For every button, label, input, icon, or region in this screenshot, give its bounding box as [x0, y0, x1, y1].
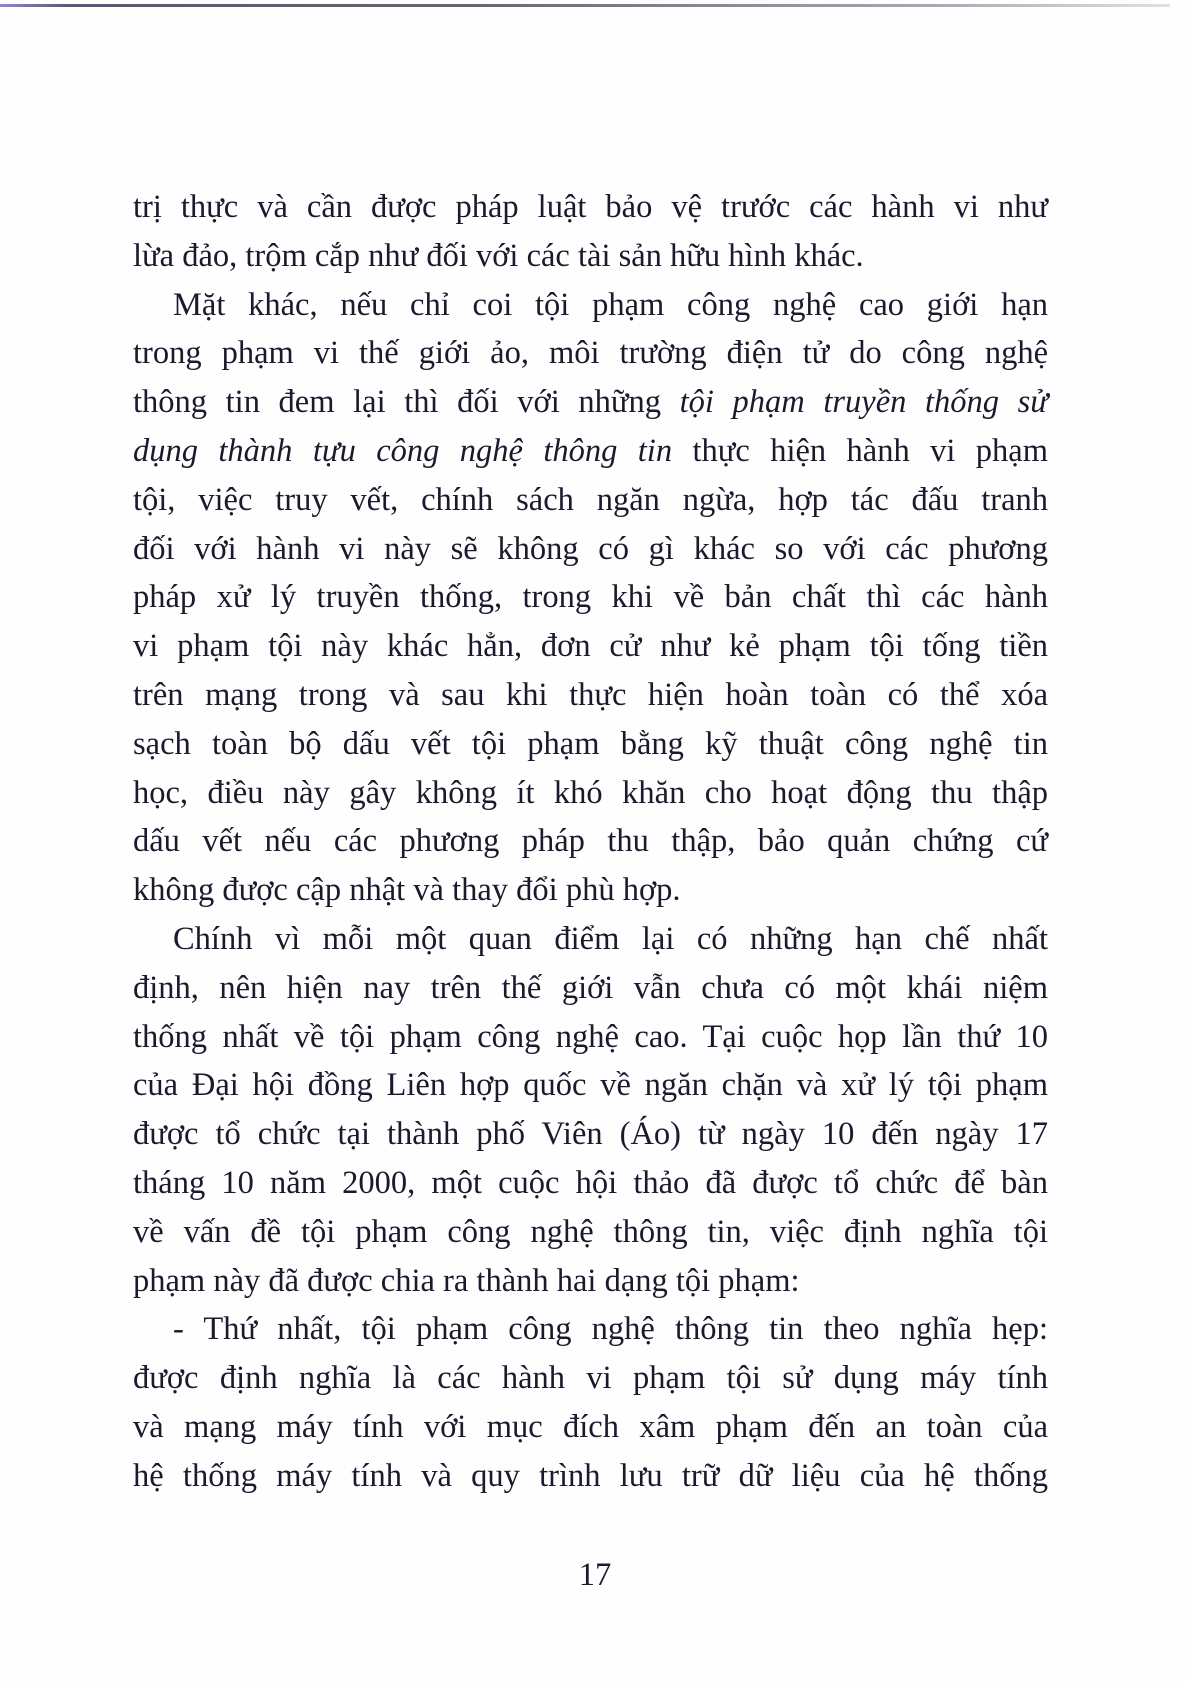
- paragraph: [133, 281, 1048, 915]
- text-line: [133, 427, 1048, 476]
- page-number: 17: [578, 1557, 612, 1593]
- paragraph: [133, 183, 1048, 281]
- text-segment: - Thứ nhất, tội phạm công nghệ thông tin theo nghĩa hẹp:: [173, 1311, 1048, 1348]
- text-line: [133, 281, 1048, 330]
- scan-top-edge: [0, 4, 1170, 7]
- italic-text: dụng thành tựu công nghệ thông tin: [133, 432, 673, 469]
- text-segment: trong phạm vi thế giới ảo, môi trường điện tử do công nghệ: [133, 335, 1048, 372]
- text-line: [133, 671, 1048, 720]
- text-segment: dấu vết nếu các phương pháp thu thập, bảo quản chứng cứ: [133, 823, 1048, 860]
- text-line: [133, 915, 1048, 964]
- text-segment: trên mạng trong và sau khi thực hiện hoàn toàn có thể xóa: [133, 676, 1048, 713]
- page-body: [133, 183, 1048, 1501]
- text-segment: được tổ chức tại thành phố Viên (Áo) từ ngày 10 đến ngày 17: [133, 1116, 1048, 1153]
- text-line: [133, 1257, 1048, 1306]
- text-line: [133, 476, 1048, 525]
- text-line: [133, 1452, 1048, 1501]
- text-line: [133, 525, 1048, 574]
- paragraph: [133, 1305, 1048, 1500]
- text-segment: vi phạm tội này khác hẳn, đơn cử như kẻ phạm tội tống tiền: [133, 628, 1048, 665]
- text-segment: thông tin đem lại thì đối với những: [133, 384, 680, 421]
- text-line: [133, 1110, 1048, 1159]
- text-line: [133, 622, 1048, 671]
- text-line: [133, 1061, 1048, 1110]
- text-segment: của Đại hội đồng Liên hợp quốc về ngăn chặn và xử lý tội phạm: [133, 1067, 1048, 1104]
- text-segment: thống nhất về tội phạm công nghệ cao. Tại cuộc họp lần thứ 10: [133, 1018, 1048, 1055]
- text-segment: đối với hành vi này sẽ không có gì khác so với các phương: [133, 530, 1048, 567]
- text-line: [133, 866, 1048, 915]
- paragraph: [133, 915, 1048, 1305]
- text-segment: hệ thống máy tính và quy trình lưu trữ dữ liệu của hệ thống: [133, 1457, 1048, 1494]
- italic-text: tội phạm truyền thống sử: [679, 384, 1048, 421]
- text-segment: về vấn đề tội phạm công nghệ thông tin, việc định nghĩa tội: [133, 1213, 1048, 1250]
- text-segment: phạm này đã được chia ra thành hai dạng tội phạm:: [133, 1262, 800, 1299]
- text-line: [133, 1159, 1048, 1208]
- text-line: [133, 1354, 1048, 1403]
- text-line: [133, 964, 1048, 1013]
- text-segment: học, điều này gây không ít khó khăn cho hoạt động thu thập: [133, 774, 1048, 811]
- text-segment: lừa đảo, trộm cắp như đối với các tài sản hữu hình khác.: [133, 237, 864, 274]
- text-line: [133, 378, 1048, 427]
- text-line: [133, 329, 1048, 378]
- text-segment: pháp xử lý truyền thống, trong khi về bản chất thì các hành: [133, 579, 1048, 616]
- text-segment: không được cập nhật và thay đổi phù hợp.: [133, 872, 681, 909]
- text-line: [133, 817, 1048, 866]
- text-segment: định, nên hiện nay trên thế giới vẫn chưa có một khái niệm: [133, 969, 1048, 1006]
- text-line: [133, 1305, 1048, 1354]
- text-line: [133, 1403, 1048, 1452]
- text-segment: và mạng máy tính với mục đích xâm phạm đến an toàn của: [133, 1408, 1048, 1445]
- text-segment: tội, việc truy vết, chính sách ngăn ngừa, hợp tác đấu tranh: [133, 481, 1048, 518]
- text-segment: được định nghĩa là các hành vi phạm tội sử dụng máy tính: [133, 1360, 1048, 1397]
- text-line: [133, 720, 1048, 769]
- text-line: [133, 232, 1048, 281]
- text-line: [133, 1208, 1048, 1257]
- text-segment: tháng 10 năm 2000, một cuộc hội thảo đã được tổ chức để bàn: [133, 1164, 1048, 1201]
- text-segment: Mặt khác, nếu chỉ coi tội phạm công nghệ cao giới hạn: [173, 286, 1048, 323]
- text-segment: thực hiện hành vi phạm: [672, 432, 1048, 469]
- text-line: [133, 573, 1048, 622]
- text-segment: sạch toàn bộ dấu vết tội phạm bằng kỹ thuật công nghệ tin: [133, 725, 1048, 762]
- text-segment: trị thực và cần được pháp luật bảo vệ trước các hành vi như: [133, 189, 1048, 225]
- text-segment: Chính vì mỗi một quan điểm lại có những hạn chế nhất: [173, 920, 1048, 957]
- text-line: [133, 769, 1048, 818]
- text-line: [133, 183, 1048, 232]
- text-line: [133, 1013, 1048, 1062]
